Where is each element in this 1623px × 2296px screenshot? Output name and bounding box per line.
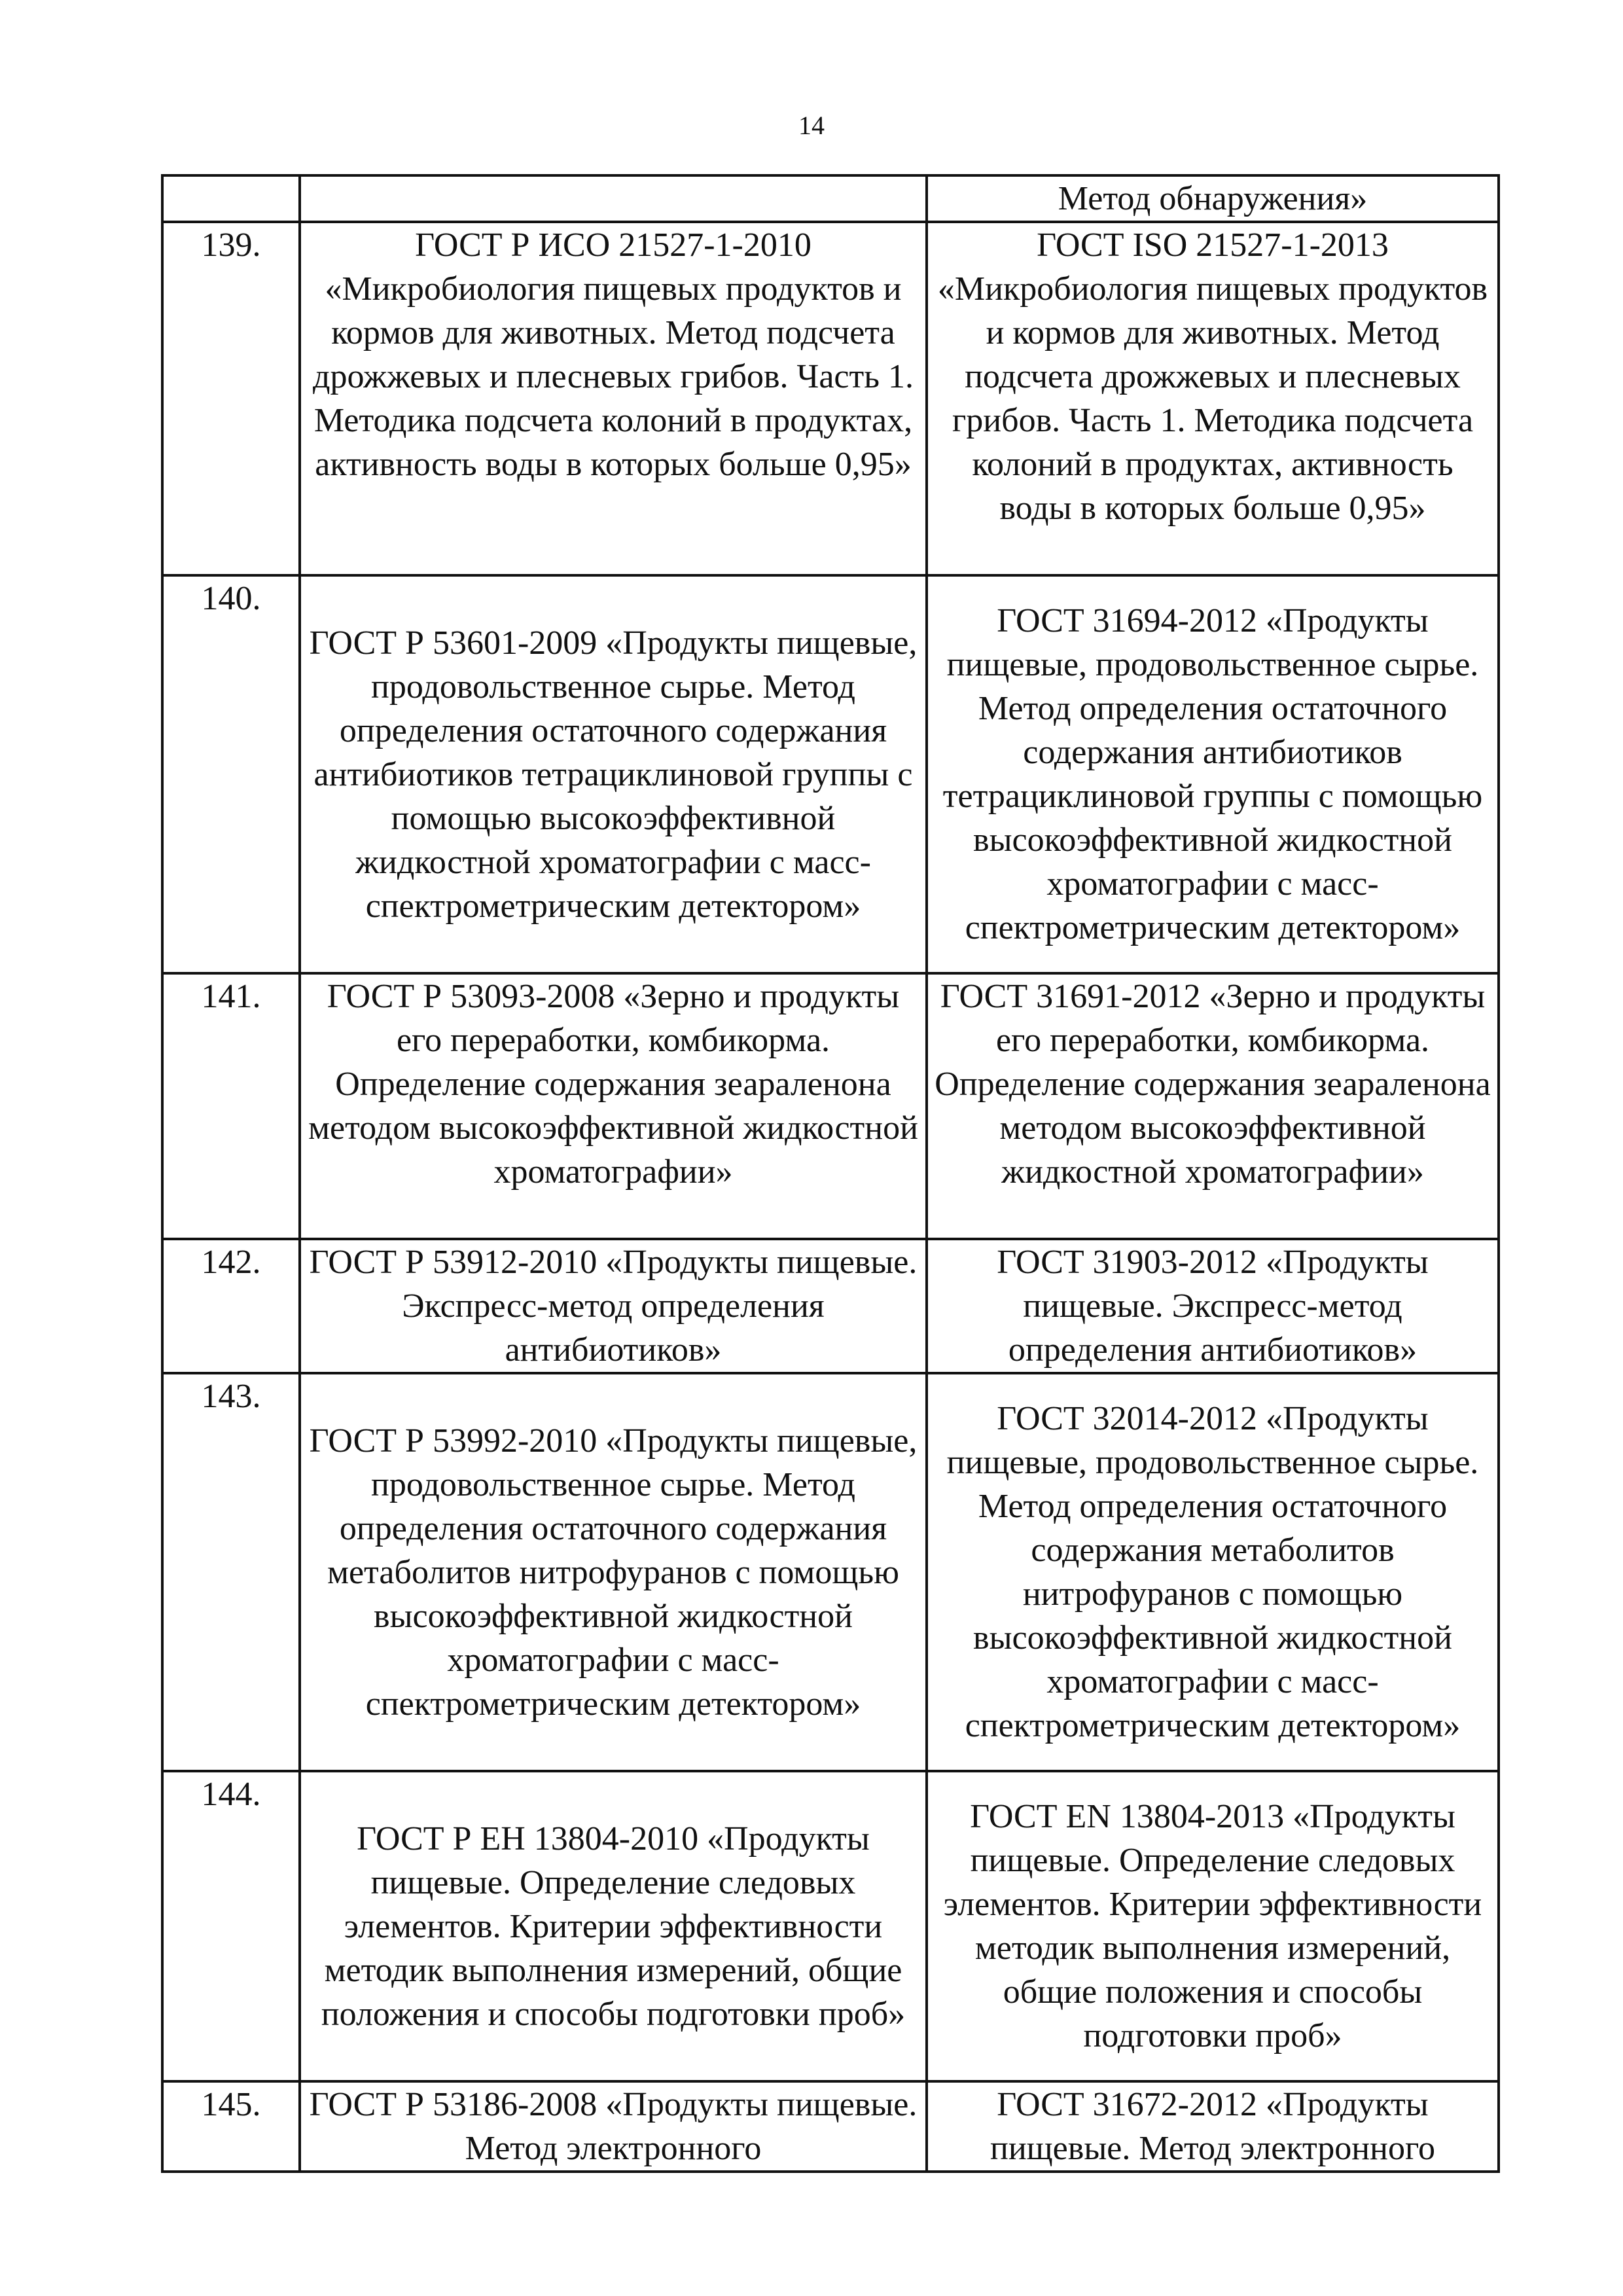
replaced-standard: ГОСТ Р 53601-2009 «Продукты пищевые, продовольственное сырье. Метод определения остаточного содержания антибиотиков тетрациклиновой группы с помощью высокоэффективной жидкостной хроматографии с масс-спектрометрическим детектором» (300, 575, 927, 973)
table-row (162, 1771, 1499, 2081)
new-standard: ГОСТ 31672-2012 «Продукты пищевые. Метод электронного (927, 2081, 1499, 2172)
table-row-continuation (162, 175, 1499, 222)
row-number: 140. (162, 575, 300, 973)
replaced-standard: ГОСТ Р 53912-2010 «Продукты пищевые. Экспресс-метод определения антибиотиков» (300, 1239, 927, 1373)
row-number: 141. (162, 973, 300, 1239)
replaced-standard: ГОСТ Р 53186-2008 «Продукты пищевые. Метод электронного (300, 2081, 927, 2172)
row-number (162, 175, 300, 222)
new-standard: ГОСТ 31691-2012 «Зерно и продукты его переработки, комбикорма. Определение содержания зеараленона методом высокоэффективной жидкостной хроматографии» (927, 973, 1499, 1239)
table-row (162, 973, 1499, 1239)
replaced-standard: ГОСТ Р ИСО 21527-1-2010 «Микробиология пищевых продуктов и кормов для животных. Метод подсчета дрожжевых и плесневых грибов. Часть 1. Методика подсчета колоний в продуктах, активность воды в которых больше 0,95» (300, 222, 927, 575)
row-number: 145. (162, 2081, 300, 2172)
table-row (162, 2081, 1499, 2172)
row-number: 144. (162, 1771, 300, 2081)
replaced-standard: ГОСТ Р 53093-2008 «Зерно и продукты его переработки, комбикорма. Определение содержания зеараленона методом высокоэффективной жидкостной хроматографии» (300, 973, 927, 1239)
replaced-standard: ГОСТ Р 53992-2010 «Продукты пищевые, продовольственное сырье. Метод определения остаточного содержания метаболитов нитрофуранов с помощью высокоэффективной жидкостной хроматографии с масс-спектрометрическим детектором» (300, 1373, 927, 1771)
row-number: 139. (162, 222, 300, 575)
new-standard: ГОСТ EN 13804-2013 «Продукты пищевые. Определение следовых элементов. Критерии эффективности методик выполнения измерений, общие положения и способы подготовки проб» (927, 1771, 1499, 2081)
new-standard: ГОСТ 32014-2012 «Продукты пищевые, продовольственное сырье. Метод определения остаточного содержания метаболитов нитрофуранов с помощью высокоэффективной жидкостной хроматографии с масс- спектрометрическим детектором» (927, 1373, 1499, 1771)
row-number: 142. (162, 1239, 300, 1373)
new-standard: ГОСТ 31694-2012 «Продукты пищевые, продовольственное сырье. Метод определения остаточного содержания антибиотиков тетрациклиновой группы с помощью высокоэффективной жидкостной хроматографии с масс-спектрометрическим детектором» (927, 575, 1499, 973)
table-row (162, 222, 1499, 575)
table-row (162, 575, 1499, 973)
table-row (162, 1373, 1499, 1771)
page-number: 14 (798, 111, 825, 140)
new-standard: Метод обнаружения» (927, 175, 1499, 222)
replaced-standard: ГОСТ Р ЕН 13804-2010 «Продукты пищевые. Определение следовых элементов. Критерии эффективности методик выполнения измерений, общие положения и способы подготовки проб» (300, 1771, 927, 2081)
standards-table (161, 174, 1500, 2173)
row-number: 143. (162, 1373, 300, 1771)
new-standard: ГОСТ 31903-2012 «Продукты пищевые. Экспресс-метод определения антибиотиков» (927, 1239, 1499, 1373)
table-row (162, 1239, 1499, 1373)
replaced-standard (300, 175, 927, 222)
new-standard: ГОСТ ISO 21527-1-2013 «Микробиология пищевых продуктов и кормов для животных. Метод подсчета дрожжевых и плесневых грибов. Часть 1. Методика подсчета колоний в продуктах, активность воды в которых больше 0,95» (927, 222, 1499, 575)
